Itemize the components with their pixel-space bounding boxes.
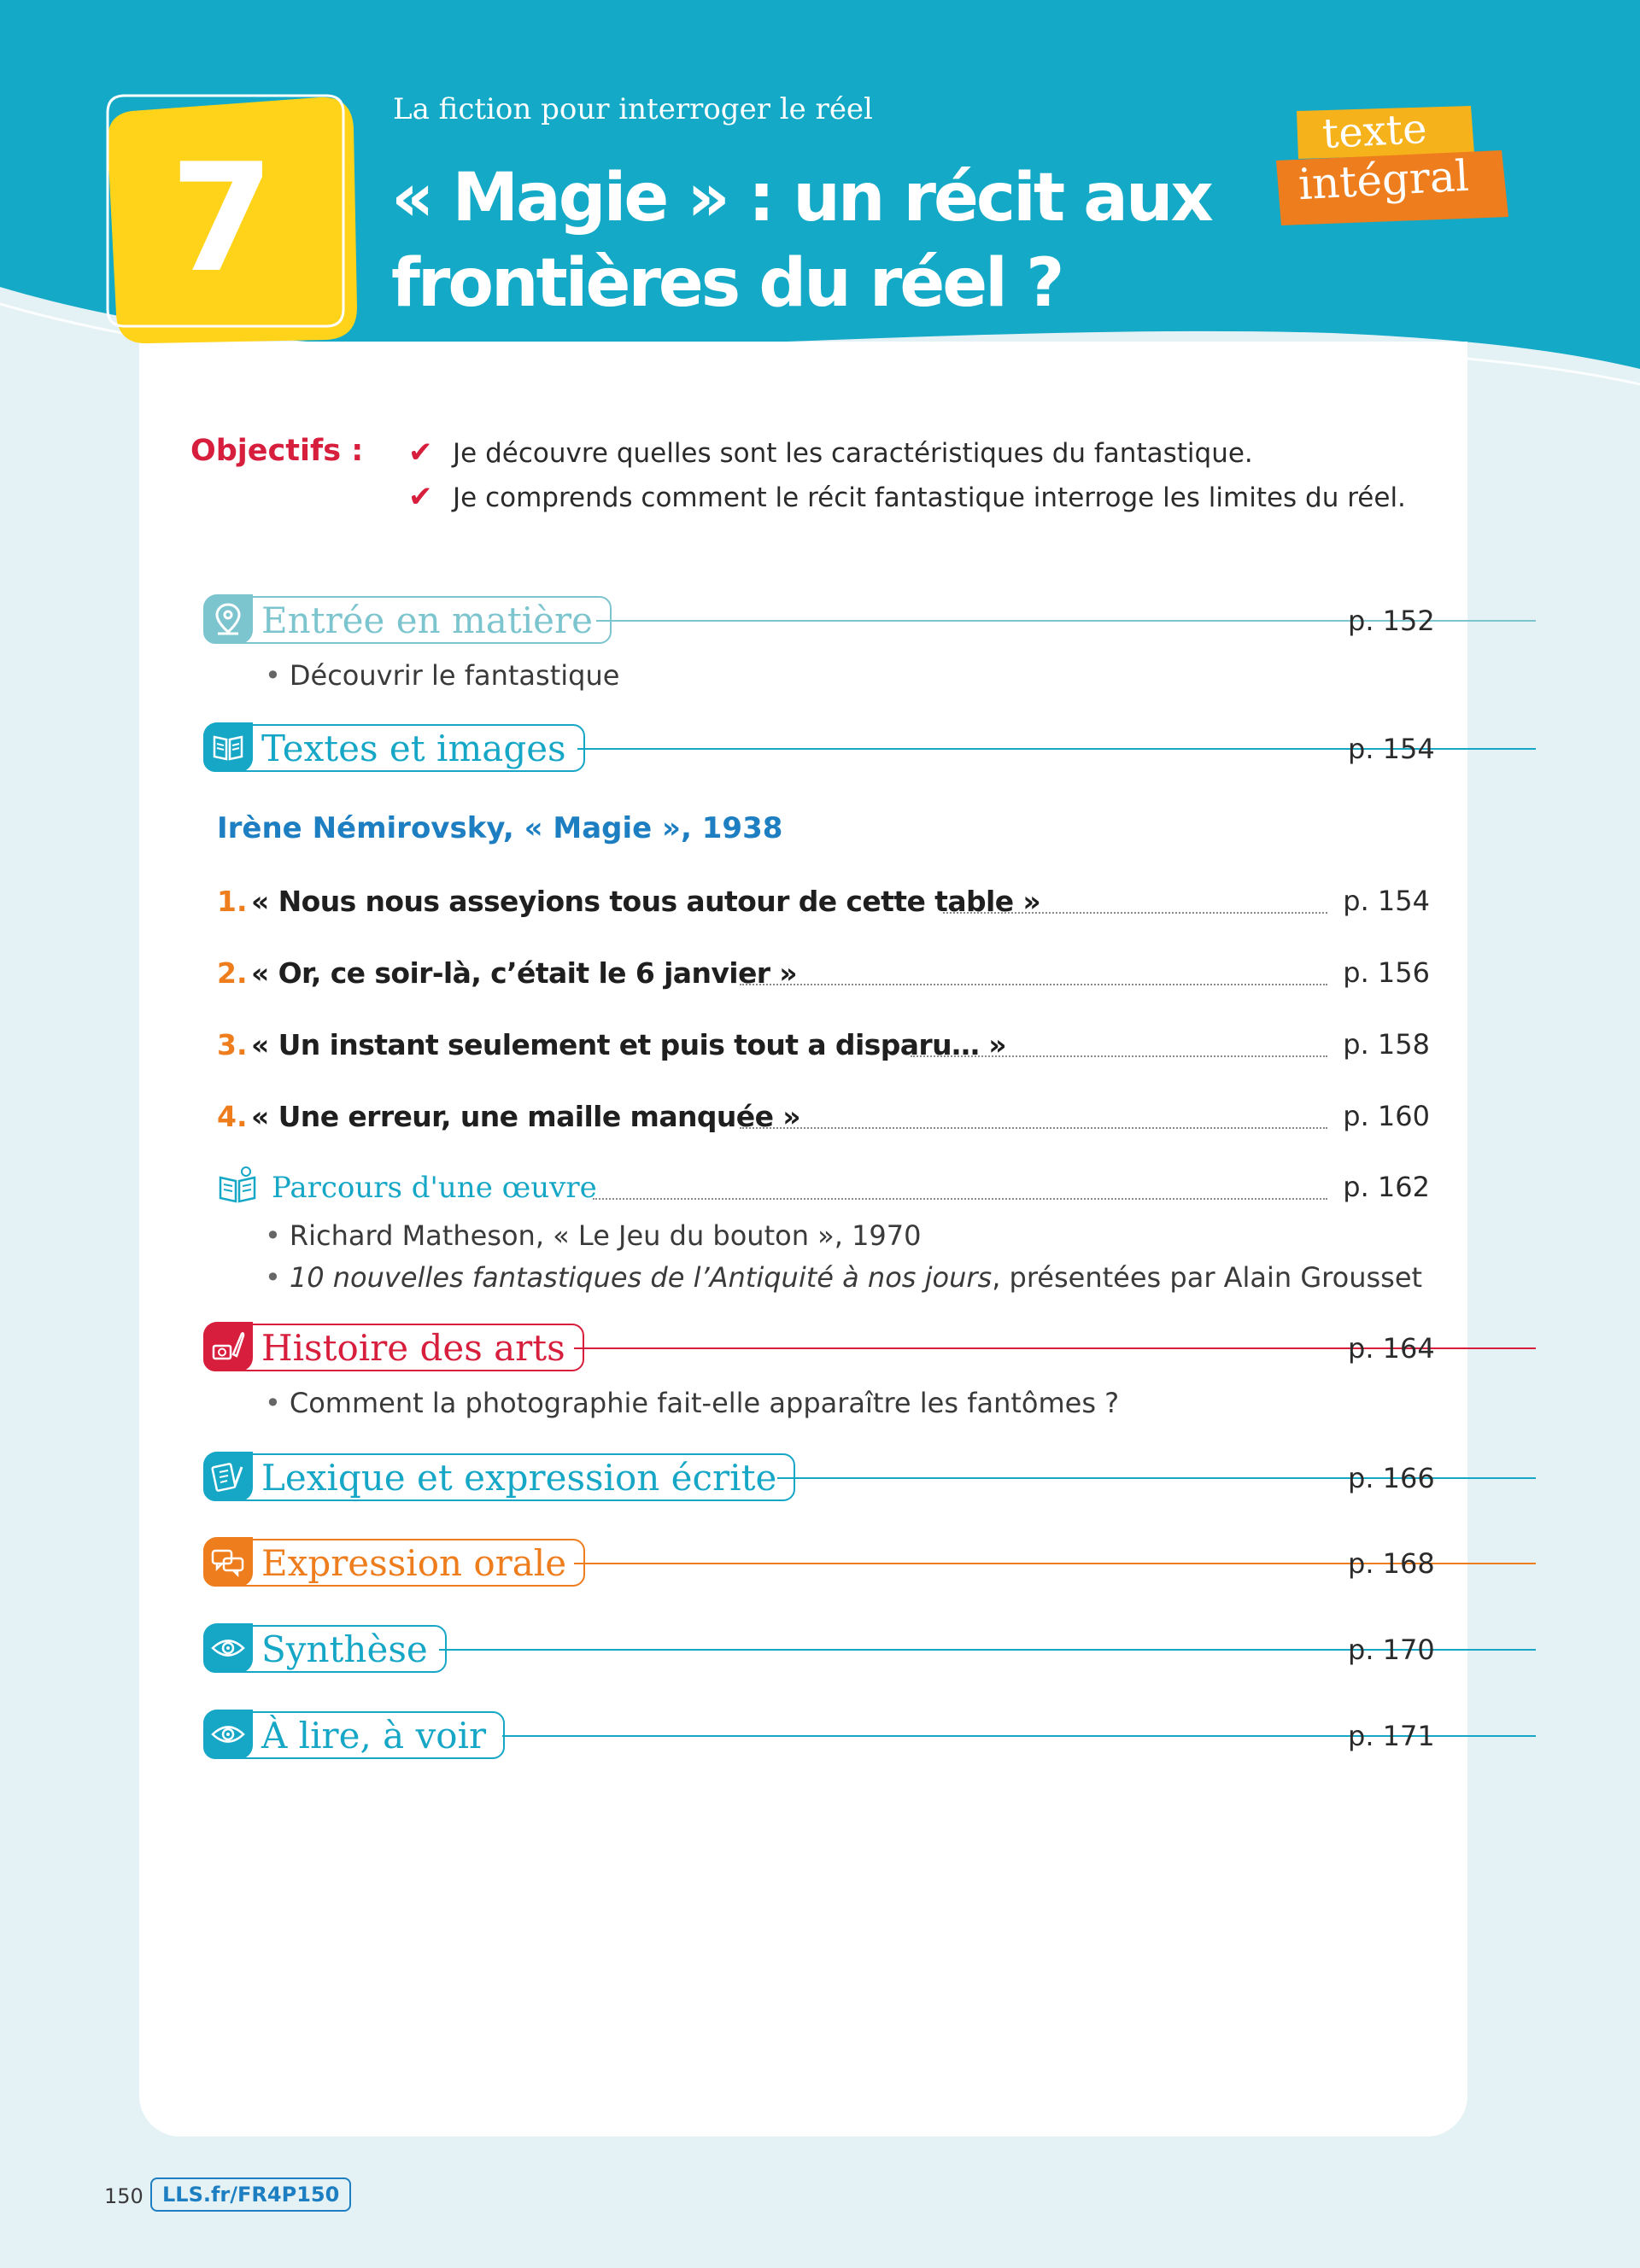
text-entry[interactable]: 3. « Un instant seulement et puis tout a disparu… » p. 158 [217, 1028, 1430, 1061]
page-ref: p. 164 [1348, 1332, 1435, 1365]
checkmark-icon: ✔ [408, 480, 433, 514]
page-ref: p. 166 [1348, 1462, 1435, 1494]
objective-text: Je comprends comment le récit fantastique interroge les limites du réel. [453, 482, 1406, 513]
page-ref: p. 168 [1348, 1547, 1435, 1580]
parcours-oeuvre-entry[interactable]: Parcours d'une œuvre p. 162 [217, 1166, 1430, 1208]
objective-item [408, 480, 1406, 514]
texte-integral-tag [1273, 102, 1512, 239]
page-ref: p. 152 [1348, 605, 1435, 637]
eye-icon [203, 1710, 253, 1759]
text-entry[interactable]: 2. « Or, ce soir-là, c’était le 6 janvier » p. 156 [217, 956, 1430, 990]
writing-icon [203, 1452, 253, 1501]
section-label: Histoire des arts [261, 1326, 565, 1369]
page-number: 150 [104, 2184, 144, 2208]
text-entry[interactable]: 4. « Une erreur, une maille manquée » p. 160 [217, 1100, 1430, 1133]
section-subitem: • Comment la photographie fait-elle apparaître les fantômes ? [265, 1387, 1120, 1419]
objective-text: Je découvre quelles sont les caractéristiques du fantastique. [453, 438, 1253, 469]
text-entry[interactable]: 1. « Nous nous asseyions tous autour de cette table » p. 154 [217, 885, 1430, 918]
camera-brush-icon [203, 1322, 253, 1371]
section-subitem: • Découvrir le fantastique [265, 659, 620, 692]
objective-item [408, 435, 1253, 470]
tag-line-2: intégral [1297, 150, 1470, 210]
section-label: À lire, à voir [261, 1714, 487, 1757]
chapter-title-line-2: frontières du réel ? [391, 245, 1063, 322]
chapter-badge [102, 91, 352, 340]
chapter-title-line-1: « Magie » : un récit aux [391, 160, 1211, 237]
parcours-subitem: • Richard Matheson, « Le Jeu du bouton », 1970 [265, 1219, 922, 1252]
chapter-supratitle: La fiction pour interroger le réel [393, 92, 873, 126]
map-pin-icon [203, 594, 253, 644]
chapter-title [391, 155, 1211, 326]
page-ref: p. 171 [1348, 1720, 1435, 1752]
page-ref: p. 154 [1348, 733, 1435, 765]
eye-icon [203, 1623, 253, 1673]
checkmark-icon: ✔ [408, 435, 433, 470]
section-label: Entrée en matière [261, 599, 593, 641]
page-ref: p. 170 [1348, 1634, 1435, 1666]
author-line: Irène Némirovsky, « Magie », 1938 [217, 811, 783, 845]
chapter-number: 7 [170, 132, 274, 306]
lls-link[interactable]: LLS.fr/FR4P150 [150, 2177, 351, 2212]
tag-line-1: texte [1321, 104, 1428, 159]
section-label: Lexique et expression écrite [261, 1456, 777, 1499]
parcours-subitem: • 10 nouvelles fantastiques de l’Antiquité à nos jours, présentées par Alain Grousset [265, 1261, 1423, 1294]
section-label: Expression orale [261, 1541, 567, 1584]
book-lightbulb-icon [217, 1166, 258, 1208]
speech-bubbles-icon [203, 1537, 253, 1587]
objectives-label: Objectifs : [190, 434, 364, 468]
open-book-icon [203, 722, 253, 772]
section-label: Synthèse [261, 1628, 428, 1670]
section-label: Textes et images [261, 727, 566, 769]
